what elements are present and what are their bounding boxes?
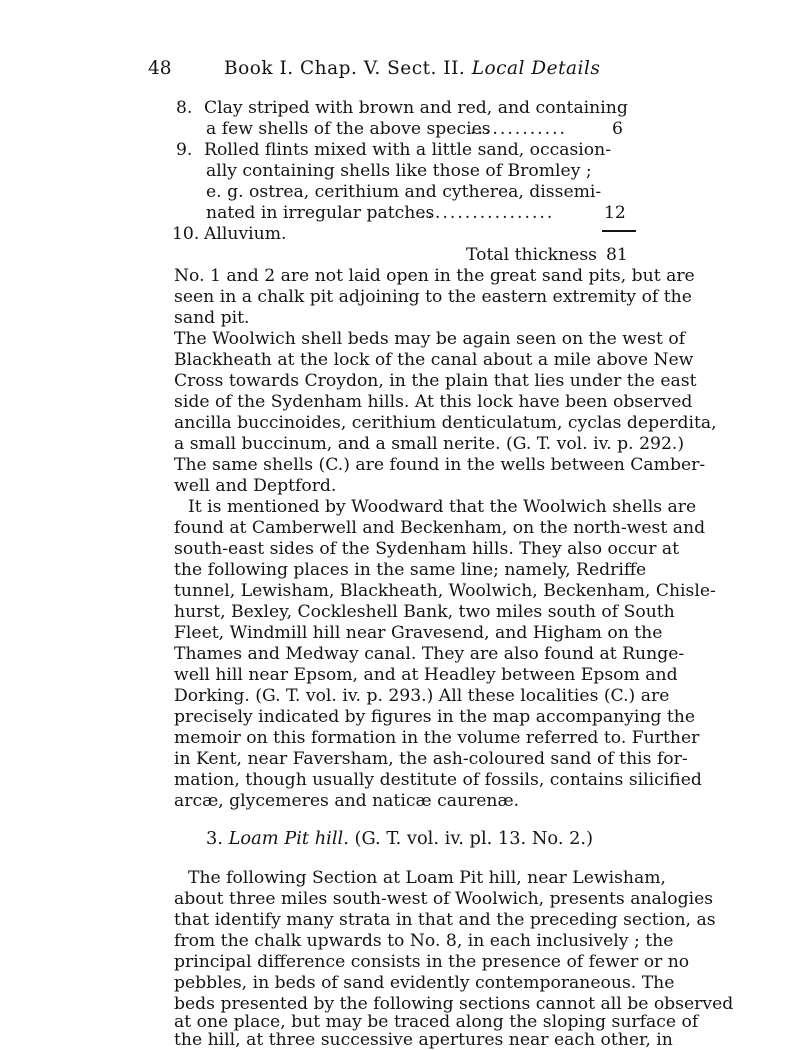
paragraph-line: the hill, at three successive apertures near each other, in: [174, 1030, 673, 1050]
total-label: Total thickness: [466, 245, 597, 265]
paragraph-line: [174, 329, 686, 349]
stratum-number: 10.: [172, 224, 200, 244]
stratum-text-line: ally containing shells like those of Bromley ;: [206, 161, 592, 181]
stratum-text-line: Alluvium.: [204, 224, 287, 244]
page-number: 48: [148, 58, 172, 79]
sum-rule: [602, 230, 636, 232]
paragraph-line: It is mentioned by Woodward that the Woolwich shells are: [188, 497, 697, 517]
paragraph-line: memoir on this formation in the volume referred to. Further: [174, 728, 700, 748]
stratum-text-line: Rolled flints mixed with a little sand, occasion-: [204, 140, 612, 160]
stratum-number: 8.: [176, 98, 193, 118]
paragraph-line: at one place, but may be traced along the sloping surface of: [174, 1012, 699, 1032]
paragraph-line: sand pit.: [174, 308, 250, 328]
stratum-thickness: 12: [604, 203, 626, 223]
section-heading: [206, 829, 593, 849]
paragraph-line-text: The Woolwich shell beds may be again seen on the west of: [174, 329, 686, 349]
paragraph-line: ancilla buccinoides, cerithium denticulatum, cyclas deperdita,: [174, 413, 717, 433]
paragraph-line: Fleet, Windmill hill near Gravesend, and Higham on the: [174, 623, 663, 643]
section-reference: (G. T. vol. iv. pl. 13. No. 2.): [354, 828, 594, 849]
paragraph-line: found at Camberwell and Beckenham, on the north-west and: [174, 518, 706, 538]
paragraph-line: Blackheath at the lock of the canal about a mile above New: [174, 350, 694, 370]
dot-leader: ..................: [420, 203, 555, 223]
paragraph-line: arcæ, glycemeres and naticæ caurenæ.: [174, 791, 520, 811]
stratum-text-line: a few shells of the above species: [206, 119, 491, 139]
paragraph-line: mation, though usually destitute of fossils, contains silicified: [174, 770, 702, 790]
dot-leader: .............: [470, 119, 568, 139]
paragraph-line: principal difference consists in the presence of fewer or no: [174, 952, 690, 972]
paragraph-line: about three miles south-west of Woolwich, presents analogies: [174, 889, 714, 909]
paragraph-line: Cross towards Croydon, in the plain that lies under the east: [174, 371, 697, 391]
paragraph-line: tunnel, Lewisham, Blackheath, Woolwich, Beckenham, Chisle-: [174, 581, 716, 601]
stratum-text-line: Clay striped with brown and red, and containing: [204, 98, 628, 118]
paragraph-line: beds presented by the following sections cannot all be observed: [174, 994, 734, 1014]
paragraph-line: that identify many strata in that and the preceding section, as: [174, 910, 716, 930]
paragraph-line: precisely indicated by figures in the map accompanying the: [174, 707, 696, 727]
paragraph-line: well and Deptford.: [174, 476, 337, 496]
stratum-number: 9.: [176, 140, 193, 160]
paragraph-line: Thames and Medway canal. They are also found at Runge-: [174, 644, 685, 664]
running-head: [224, 58, 600, 79]
paragraph-line: from the chalk upwards to No. 8, in each inclusively ; the: [174, 931, 674, 951]
paragraph-line: a small buccinum, and a small nerite. (G. T. vol. iv. p. 292.): [174, 434, 685, 454]
paragraph-line: well hill near Epsom, and at Headley between Epsom and: [174, 665, 678, 685]
paragraph-line: Dorking. (G. T. vol. iv. p. 293.) All these localities (C.) are: [174, 686, 670, 706]
running-head-italic: Local Details: [471, 58, 601, 79]
stratum-text-line: e. g. ostrea, cerithium and cytherea, dissemi-: [206, 182, 602, 202]
paragraph-line: the following places in the same line; namely, Redriffe: [174, 560, 647, 580]
section-title: Loam Pit hill.: [228, 828, 349, 849]
paragraph-line: south-east sides of the Sydenham hills. They also occur at: [174, 539, 680, 559]
paragraph-line: No. 1 and 2 are not laid open in the great sand pits, but are: [174, 266, 695, 286]
paragraph-line: The following Section at Loam Pit hill, near Lewisham,: [188, 868, 666, 888]
paragraph-line: pebbles, in beds of sand evidently contemporaneous. The: [174, 973, 675, 993]
stratum-text-line: nated in irregular patches: [206, 203, 435, 223]
total-value: 81: [606, 245, 628, 265]
section-number: 3.: [206, 828, 223, 849]
running-head-main: Book I. Chap. V. Sect. II.: [224, 58, 466, 79]
paragraph-line: seen in a chalk pit adjoining to the eastern extremity of the: [174, 287, 692, 307]
paragraph-line: The same shells (C.) are found in the wells between Camber-: [174, 455, 706, 475]
running-header: [148, 58, 648, 90]
paragraph-line: side of the Sydenham hills. At this lock have been observed: [174, 392, 693, 412]
stratum-thickness: 6: [612, 119, 623, 139]
paragraph-line: hurst, Bexley, Cockleshell Bank, two miles south of South: [174, 602, 675, 622]
paragraph-line: in Kent, near Faversham, the ash-coloured sand of this for-: [174, 749, 688, 769]
